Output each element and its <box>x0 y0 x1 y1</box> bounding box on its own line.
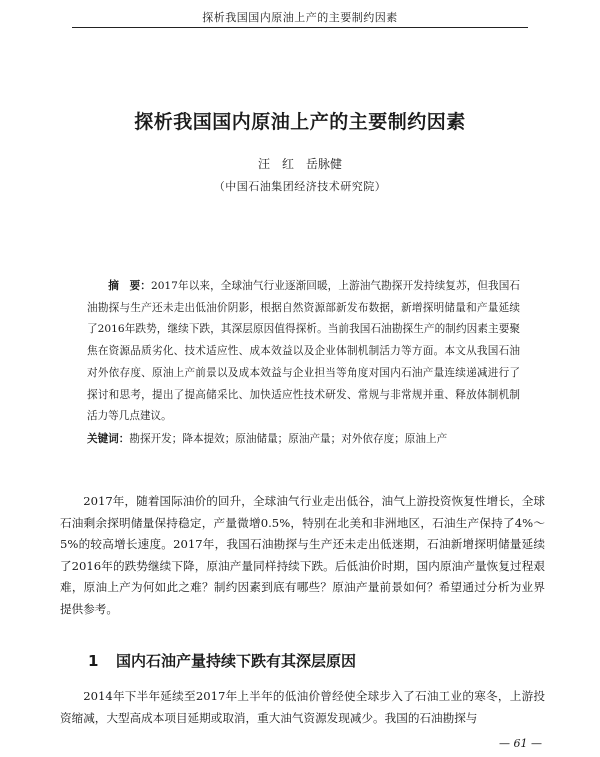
keywords <box>87 431 520 447</box>
article-title: 探析我国国内原油上产的主要制约因素 <box>134 111 466 133</box>
section-heading <box>88 650 356 671</box>
section-number: 1 <box>88 652 99 670</box>
abstract-text: 2017年以来，全球油气行业逐渐回暖，上游油气勘探开发持续复苏，但我国石油勘探与生产还未走出低油价阴影，根据自然资源部新发布数据，新增探明储量和产量延续了2016年跌势，继续下跌，其深层原因值得探析。当前我国石油勘探生产的制约因素主要聚焦在资源品质劣化、技术适应性、成本效益以及企业体制机制活力等方面。本文从我国石油对外依存度、原油上产前景以及成本效益与企业担当等角度对国内石油产量连续递减进行了探讨和思考，提出了提高储采比、加快适应性技术研发、常规与非常规并重、释放体制机制活力等几点建议。 <box>87 280 520 423</box>
keywords-text: 勘探开发；降本提效；原油储量；原油产量；对外依存度；原油上产 <box>129 433 448 445</box>
abstract <box>87 276 520 428</box>
header-rule <box>72 27 528 28</box>
abstract-label: 摘 要： <box>108 280 151 292</box>
body-paragraph-section-1: 2014年下半年延续至2017年上半年的低油价曾经使全球步入了石油工业的寒冬，上游投资缩减，大型高成本项目延期或取消，重大油气资源发现减少。我国的石油勘探与 <box>60 689 545 725</box>
running-header-title: 探析我国国内原油上产的主要制约因素 <box>202 11 398 24</box>
keywords-label: 关键词： <box>87 433 130 445</box>
page-number: — 61 — <box>499 737 542 750</box>
section-title: 国内石油产量持续下跌有其深层原因 <box>116 652 357 670</box>
body-paragraph-intro: 2017年，随着国际油价的回升，全球油气行业走出低谷，油气上游投资恢复性增长，全球石油剩余探明储量保持稳定，产量微增0.5%，特别在北美和非洲地区，石油生产保持了4%～5%的较高增长速度。2017年，我国石油勘探与生产还未走出低迷期，石油新增探明储量延续了2016年的跌势继续下降，原油产量同样持续下跌。后低油价时期，国内原油产量恢复过程艰难，原油上产为何如此之难？制约因素到底有哪些？原油产量前景如何？希望通过分析为业界提供参考。 <box>60 494 545 616</box>
affiliation: （中国石油集团经济技术研究院） <box>213 180 387 193</box>
authors: 汪 红 岳脉健 <box>257 157 342 171</box>
running-header <box>0 0 600 30</box>
